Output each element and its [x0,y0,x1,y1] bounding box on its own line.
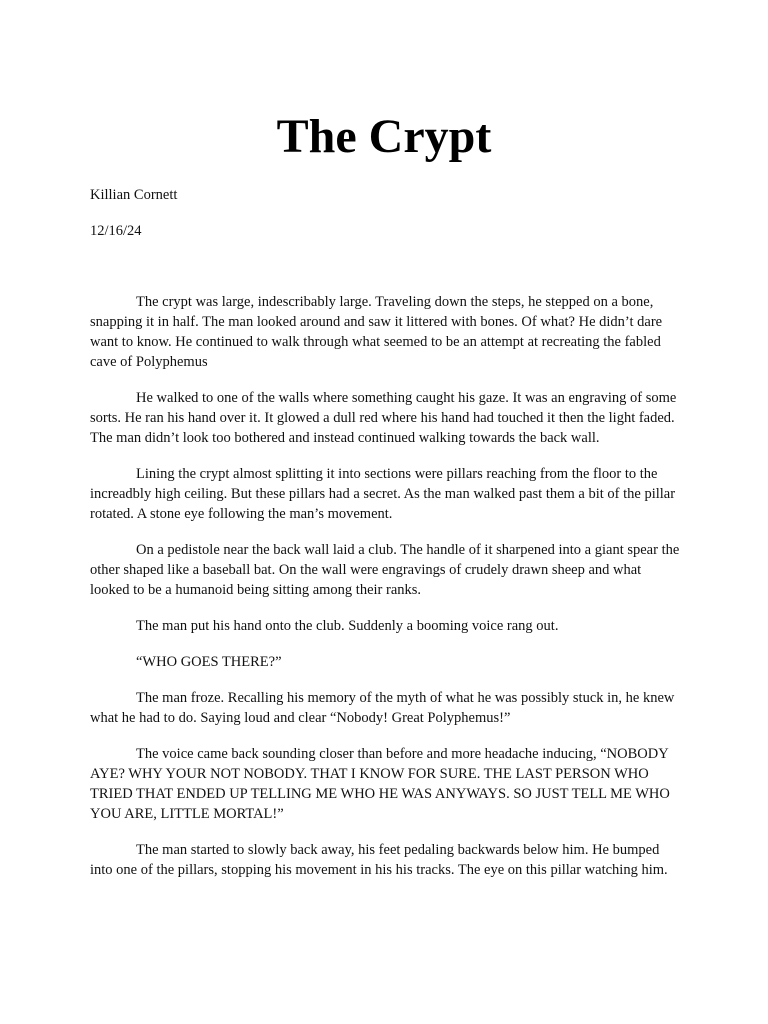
paragraph-7: The man froze. Recalling his memory of the myth of what he was possibly stuck in, he knew what he had to do. Saying loud and clear “Nobody! Great Polyphemus!” [90,690,675,726]
paragraph-4: On a pedistole near the back wall laid a club. The handle of it sharpened into a giant spear the other shaped like a baseball bat. On the wall were engravings of crudely drawn sheep and what looked to be a humanoid being sitting among their ranks. [90,542,680,598]
paragraph-6: “WHO GOES THERE?” [136,654,282,670]
paragraph-9: The man started to slowly back away, his feet pedaling backwards below him. He bumped into one of the pillars, stopping his movement in his his tracks. The eye on this pillar watching him. [90,842,668,878]
paragraph-2: He walked to one of the walls where something caught his gaze. It was an engraving of some sorts. He ran his hand over it. It glowed a dull red where his hand had touched it then the light faded. The man didn’t look too bothered and instead continued walking towards the back wall. [90,390,677,446]
paragraph-1: The crypt was large, indescribably large. Traveling down the steps, he stepped on a bone, snapping it in half. The man looked around and saw it littered with bones. Of what? He didn’t dare want to know. He continued to walk through what seemed to be an attempt at recreating the fabled cave of Polyphemus [90,294,663,370]
paragraph-5: The man put his hand onto the club. Suddenly a booming voice rang out. [136,618,559,634]
document-title: The Crypt [276,110,492,163]
paragraph-8: The voice came back sounding closer than before and more headache inducing, “NOBODY AYE? WHY YOUR NOT NOBODY. THAT I KNOW FOR SURE. THE LAST PERSON WHO TRIED THAT ENDED UP TELLING ME WHO HE WAS ANYWAYS. SO JUST TELL ME WHO YOU ARE, LITTLE MORTAL!” [90,746,670,822]
author-name: Killian Cornett [90,187,178,203]
document-date: 12/16/24 [90,223,142,239]
story-body [90,292,680,896]
paragraph-3: Lining the crypt almost splitting it into sections were pillars reaching from the floor to the increadbly high ceiling. But these pillars had a secret. As the man walked past them a bit of the pillar rotated. A stone eye following the man’s movement. [90,466,676,522]
